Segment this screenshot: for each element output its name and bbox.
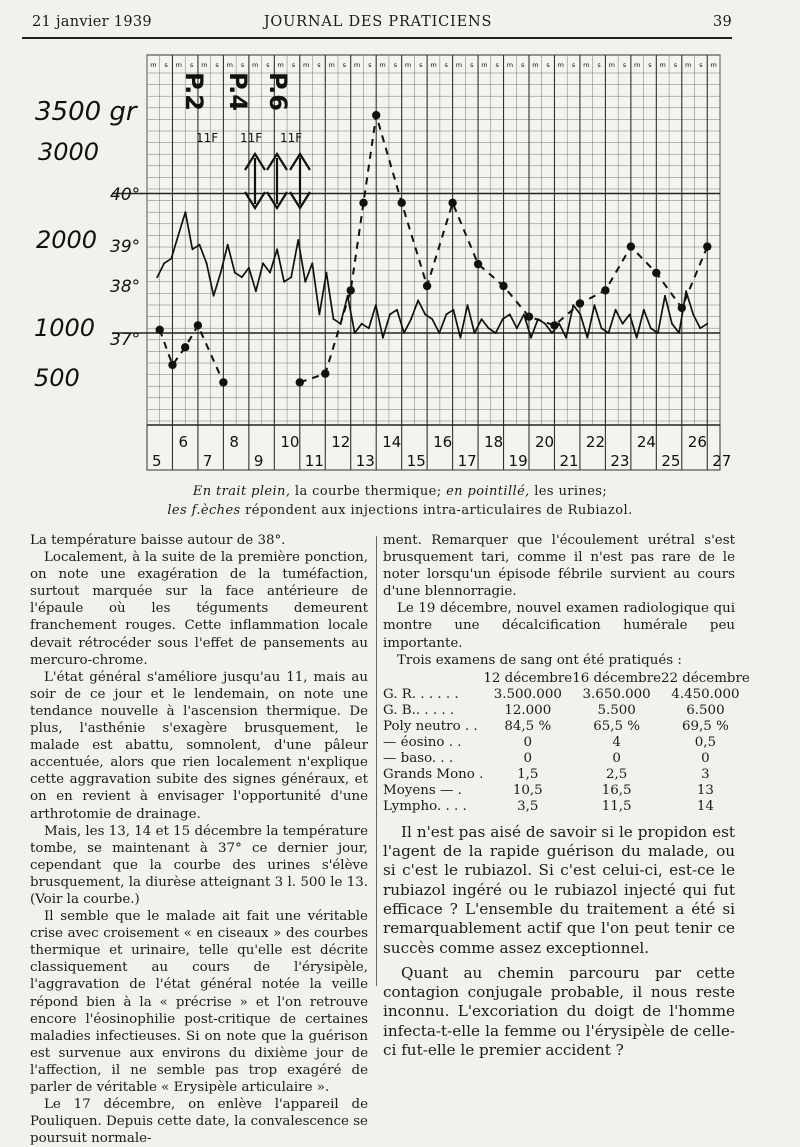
temperature-point bbox=[304, 281, 306, 283]
ms-label: s bbox=[699, 61, 703, 69]
table-row bbox=[383, 735, 750, 751]
ms-label: s bbox=[597, 61, 601, 69]
temperature-point bbox=[368, 327, 370, 329]
day-label: 21 bbox=[559, 452, 579, 470]
table-cell: 4 bbox=[612, 734, 621, 750]
temperature-point bbox=[269, 272, 271, 274]
ms-label: s bbox=[546, 61, 550, 69]
urine-point bbox=[219, 378, 227, 386]
table-row bbox=[383, 767, 750, 783]
temperature-point bbox=[594, 304, 596, 306]
ms-label: m bbox=[175, 61, 183, 69]
ms-label: m bbox=[404, 61, 412, 69]
table-row bbox=[383, 703, 750, 719]
ms-label: m bbox=[252, 61, 259, 69]
temperature-point bbox=[389, 314, 391, 316]
ms-label: m bbox=[557, 61, 565, 69]
day-label: 19 bbox=[508, 452, 528, 470]
temperature-point bbox=[234, 272, 236, 274]
temperature-point bbox=[579, 314, 581, 316]
day-label: 6 bbox=[178, 433, 189, 451]
paragraph: Le 17 décembre, on enlève l'appareil de Pouliquen. Depuis cette date, la convalescence se poursuit normale- bbox=[30, 1097, 368, 1147]
urine-scale-label: 500 bbox=[34, 364, 80, 392]
urine-scale-label: 3500 gr bbox=[35, 97, 137, 127]
temperature-point bbox=[474, 332, 476, 334]
temperature-point bbox=[333, 318, 335, 320]
urine-point bbox=[194, 321, 202, 329]
column-divider bbox=[376, 536, 377, 986]
temperature-point bbox=[453, 309, 455, 311]
temperature-point bbox=[523, 314, 525, 316]
table-cell: — éosino . . bbox=[383, 734, 462, 750]
temp-scale-label: 40° bbox=[110, 185, 141, 205]
table-cell: G. B.. . . . . bbox=[383, 702, 455, 718]
urine-point bbox=[550, 321, 558, 329]
urine-point bbox=[347, 286, 355, 294]
table-cell: 16 décembre bbox=[572, 670, 662, 686]
temperature-point bbox=[502, 318, 504, 320]
temperature-point bbox=[311, 262, 313, 264]
day-label: 18 bbox=[484, 433, 504, 451]
caption-part: en pointillé, bbox=[446, 484, 530, 499]
temp-scale-label: 39° bbox=[110, 237, 141, 257]
caption-part: la courbe thermique; bbox=[290, 484, 447, 499]
injection-dose-label: 11F bbox=[196, 131, 219, 145]
table-cell: 1,5 bbox=[517, 766, 539, 782]
ms-label: s bbox=[368, 61, 372, 69]
table-cell: Moyens — . bbox=[383, 782, 462, 798]
table-row bbox=[383, 751, 750, 767]
table-cell: 11,5 bbox=[601, 798, 632, 814]
ms-label: s bbox=[571, 61, 576, 69]
day-label: 13 bbox=[355, 452, 375, 470]
temperature-point bbox=[403, 332, 405, 334]
urine-point bbox=[474, 260, 482, 268]
table-cell: 3.500.000 bbox=[493, 686, 562, 702]
urine-point bbox=[703, 242, 711, 250]
temperature-point bbox=[657, 332, 659, 334]
urine-point bbox=[652, 269, 660, 277]
page-number: 39 bbox=[712, 14, 732, 30]
ms-label: m bbox=[634, 61, 641, 69]
temperature-point bbox=[516, 327, 518, 329]
temperature-point bbox=[544, 323, 546, 325]
temperature-point bbox=[241, 276, 243, 278]
ms-label: s bbox=[495, 61, 499, 69]
ms-label: m bbox=[684, 61, 692, 69]
urine-scale-label: 2000 bbox=[36, 226, 98, 254]
temperature-point bbox=[558, 323, 560, 325]
temperature-point bbox=[615, 309, 617, 311]
day-label: 10 bbox=[280, 433, 300, 451]
temperature-urine-chart bbox=[0, 0, 800, 480]
temperature-point bbox=[297, 239, 299, 241]
ms-label: m bbox=[302, 61, 310, 69]
urine-point bbox=[168, 361, 176, 369]
day-label: 27 bbox=[712, 452, 732, 470]
urine-scale-label: 3000 bbox=[38, 138, 100, 166]
temperature-point bbox=[382, 337, 384, 339]
urine-point bbox=[601, 286, 609, 294]
table-cell: Grands Mono . bbox=[383, 766, 484, 782]
temperature-point bbox=[199, 244, 201, 246]
ms-label: m bbox=[659, 61, 666, 69]
temperature-point bbox=[283, 281, 285, 283]
day-label: 23 bbox=[610, 452, 630, 470]
temperature-point bbox=[608, 332, 610, 334]
journal-title: JOURNAL DES PRATICIENS bbox=[263, 14, 493, 30]
table-cell: Lympho. . . . bbox=[383, 798, 467, 814]
ms-label: m bbox=[710, 61, 717, 69]
ms-label: s bbox=[266, 61, 270, 69]
table-cell: 12.000 bbox=[504, 702, 552, 718]
urine-scale-label: 1000 bbox=[34, 314, 96, 342]
caption-part: les urines; bbox=[529, 484, 608, 499]
temperature-point bbox=[438, 332, 440, 334]
temp-scale-label: 38° bbox=[110, 277, 141, 297]
temperature-point bbox=[565, 337, 567, 339]
temperature-point bbox=[290, 276, 292, 278]
temperature-point bbox=[276, 248, 278, 250]
ms-label: s bbox=[648, 61, 652, 69]
urine-point bbox=[576, 299, 584, 307]
paragraph: L'état général s'améliore jusqu'au 11, mais au soir de ce jour et le lendemain, on note une tendance nouvelle à l'ascension thermique. De plus, l'asthénie s'exagère brusquement, le malade est abattu, somnolent, d'une pâleur accentuée, alors que rien localement n'explique cette aggravation subite des signes généraux, et on en revient à envisager l'opportunité d'une arthrotomie de drainage. bbox=[30, 669, 368, 822]
ms-label: m bbox=[379, 61, 386, 69]
temperature-point bbox=[622, 323, 624, 325]
day-label: 8 bbox=[229, 433, 239, 451]
urine-point bbox=[499, 282, 507, 290]
paragraph: ment. Remarquer que l'écoulement urétral s'est brusquement tari, comme il n'est pas rare de le noter lorsqu'un épisode fébrile survient au cours d'une blennorragie. bbox=[383, 533, 735, 600]
table-cell: 84,5 % bbox=[504, 718, 552, 734]
table-cell: 4.450.000 bbox=[671, 686, 740, 702]
left-column bbox=[30, 532, 368, 1147]
ms-label: m bbox=[583, 61, 590, 69]
table-cell: 12 décembre bbox=[483, 670, 573, 686]
temperature-point bbox=[685, 290, 687, 292]
caption-part: les f.èches bbox=[167, 503, 241, 518]
day-label: 11 bbox=[304, 452, 324, 470]
table-cell: 3.650.000 bbox=[582, 686, 651, 702]
paragraph: Localement, à la suite de la première ponction, on note une exagération de la tuméfaction, surtout marquée sur la face antérieure de l'épaule où les téguments demeurent franchement rouges. Cette inflammation locale devait rétrocéder sous l'effet de pansements au mercuro-chrome. bbox=[30, 550, 368, 668]
ms-label: s bbox=[444, 61, 448, 69]
header-date: 21 janvier 1939 bbox=[32, 14, 152, 30]
temperature-point bbox=[227, 244, 229, 246]
caption-part: répondent aux injections intra-articulaires de Rubiazol. bbox=[240, 503, 633, 518]
table-row bbox=[383, 719, 750, 735]
temperature-point bbox=[396, 309, 398, 311]
temperature-point bbox=[551, 332, 553, 334]
temperature-point bbox=[445, 314, 447, 316]
temperature-point bbox=[319, 314, 321, 316]
table-cell: — baso. . . bbox=[383, 750, 454, 766]
temperature-point bbox=[255, 290, 257, 292]
table-cell: 13 bbox=[696, 782, 714, 798]
urine-point bbox=[156, 326, 164, 334]
ms-label: s bbox=[317, 61, 321, 69]
urine-point bbox=[181, 343, 189, 351]
paragraph: La température baisse autour de 38°. bbox=[30, 533, 286, 548]
table-cell: 0,5 bbox=[694, 734, 717, 750]
paragraph: Quant au chemin parcouru par cette contagion conjugale probable, il nous reste inconnu. L'excoriation du doigt de l'homme infecta-t-elle la femme ou l'érysipèle de celle-ci fut-elle le premier accident ? bbox=[383, 963, 735, 1060]
urine-point bbox=[296, 378, 304, 386]
table-cell: 0 bbox=[701, 750, 710, 766]
urine-point bbox=[423, 282, 431, 290]
temperature-point bbox=[220, 272, 222, 274]
temperature-point bbox=[467, 304, 469, 306]
table-cell: 14 bbox=[696, 798, 714, 814]
ms-label: s bbox=[393, 61, 397, 69]
paragraph: Le 19 décembre, nouvel examen radiologique qui montre une décalcification humérale peu importante. bbox=[383, 601, 735, 651]
ms-label: m bbox=[201, 61, 208, 69]
temperature-point bbox=[248, 267, 250, 269]
injection-label: P.6 bbox=[264, 72, 292, 111]
urine-point bbox=[372, 111, 380, 119]
table-cell: 10,5 bbox=[512, 782, 543, 798]
day-label: 16 bbox=[433, 433, 453, 451]
ms-label: s bbox=[189, 61, 194, 69]
injection-dose-label: 11F bbox=[280, 131, 303, 145]
day-label: 17 bbox=[457, 452, 477, 470]
day-label: 22 bbox=[585, 433, 606, 451]
temperature-point bbox=[488, 327, 490, 329]
temperature-point bbox=[192, 248, 194, 250]
caption-part: En trait plein, bbox=[192, 484, 291, 499]
temperature-point bbox=[262, 262, 264, 264]
temperature-point bbox=[417, 300, 419, 302]
ms-label: m bbox=[532, 61, 539, 69]
temperature-point bbox=[460, 337, 462, 339]
ms-label: m bbox=[506, 61, 514, 69]
table-cell: 5.500 bbox=[597, 702, 636, 718]
temp-scale-label: 37° bbox=[110, 330, 141, 350]
temperature-point bbox=[177, 234, 179, 236]
table-row bbox=[383, 687, 750, 703]
table-cell: 0 bbox=[523, 750, 533, 766]
temperature-point bbox=[601, 327, 603, 329]
temperature-point bbox=[692, 314, 694, 316]
ms-label: s bbox=[342, 61, 347, 69]
temperature-point bbox=[361, 323, 363, 325]
temperature-point bbox=[326, 272, 328, 274]
temperature-point bbox=[636, 337, 638, 339]
temperature-point bbox=[206, 262, 208, 264]
injection-label: P.2 bbox=[180, 72, 208, 111]
temperature-point bbox=[671, 323, 673, 325]
day-label: 9 bbox=[253, 452, 264, 470]
temperature-point bbox=[410, 318, 412, 320]
temperature-point bbox=[375, 304, 377, 306]
ms-label: s bbox=[673, 61, 678, 69]
temperature-point bbox=[481, 318, 483, 320]
day-label: 5 bbox=[152, 452, 162, 470]
ms-label: m bbox=[277, 61, 284, 69]
day-label: 7 bbox=[202, 452, 213, 470]
paragraph: Il n'est pas aisé de savoir si le propidon est l'agent de la rapide guérison du malade, ou si c'est le rubiazol. Si c'est celui-ci, est-ce le rubiazol ingéré ou le rubiazol injecté qui fut efficace ? L'ensemble du traitement a été si remarquablement actif que l'on peut tenir ce succès comme assez exceptionnel. bbox=[383, 822, 735, 957]
ms-label: m bbox=[608, 61, 615, 69]
temperature-point bbox=[163, 262, 165, 264]
urine-point bbox=[448, 199, 456, 207]
temperature-point bbox=[572, 304, 574, 306]
paragraph: Il semble que le malade ait fait une véritable crise avec croisement « en ciseaux » des courbes thermique et urinaire, telle qu'elle est décrite classiquement au cours de l'érysipèle, l'aggravation de l'état général notée la veille répond bien à la « précrise » et l'on retrouve encore l'éosinophilie post-critique de certaines maladies infectieuses. Si on note que la guérison est survenue aux environs du dixième jour de l'affection, il ne semble pas trop exagéré de parler de véritable « Erysipèle articulaire ». bbox=[30, 909, 368, 1095]
urine-point bbox=[678, 304, 686, 312]
temperature-point bbox=[170, 258, 172, 260]
table-cell: 6.500 bbox=[686, 702, 725, 718]
temperature-point bbox=[699, 327, 701, 329]
urine-point bbox=[359, 199, 367, 207]
table-row bbox=[383, 783, 750, 799]
table-header-row bbox=[383, 671, 750, 687]
day-label: 26 bbox=[687, 433, 707, 451]
table-cell: 69,5 % bbox=[682, 718, 729, 734]
temperature-point bbox=[664, 295, 666, 297]
injection-dose-label: 11F bbox=[240, 131, 263, 145]
day-label: 15 bbox=[406, 452, 426, 470]
ms-label: m bbox=[455, 61, 463, 69]
ms-label: s bbox=[622, 61, 627, 69]
ms-label: m bbox=[481, 61, 488, 69]
urine-point bbox=[398, 199, 406, 207]
ms-label: m bbox=[353, 61, 361, 69]
injection-label: P.4 bbox=[224, 72, 252, 111]
temperature-point bbox=[678, 332, 680, 334]
temperature-point bbox=[650, 327, 652, 329]
ms-label: s bbox=[164, 61, 168, 69]
urine-point bbox=[525, 313, 533, 321]
ms-label: s bbox=[520, 61, 525, 69]
temperature-point bbox=[509, 314, 511, 316]
ms-label: s bbox=[419, 61, 423, 69]
table-cell: 2,5 bbox=[605, 766, 628, 782]
ms-label: s bbox=[240, 61, 245, 69]
table-cell: 0 bbox=[523, 734, 533, 750]
blood-exam-table bbox=[383, 671, 750, 815]
table-cell: 3,5 bbox=[517, 798, 539, 814]
day-label: 12 bbox=[331, 433, 351, 451]
ms-label: m bbox=[328, 61, 335, 69]
temperature-point bbox=[354, 332, 356, 334]
right-column bbox=[383, 532, 750, 1060]
temperature-point bbox=[629, 314, 631, 316]
ms-label: s bbox=[470, 61, 474, 69]
temperature-point bbox=[213, 295, 215, 297]
paragraph: Mais, les 13, 14 et 15 décembre la température tombe, se maintenant à 37° ce dernier jour, cependant que la courbe des urines s'élève brusquement, la diurèse atteignant 3 l. 500 le 13. (Voir la courbe.) bbox=[30, 823, 368, 907]
table-cell: 16,5 bbox=[601, 782, 632, 798]
temperature-point bbox=[530, 337, 532, 339]
temperature-point bbox=[185, 211, 187, 213]
temperature-point bbox=[587, 337, 589, 339]
table-cell: Poly neutro . . bbox=[383, 718, 478, 734]
ms-label: m bbox=[150, 61, 157, 69]
day-label: 24 bbox=[636, 433, 656, 451]
table-cell: 65,5 % bbox=[593, 718, 640, 734]
temperature-point bbox=[643, 309, 645, 311]
ms-label: s bbox=[215, 61, 219, 69]
paragraph: Trois examens de sang ont été pratiqués : bbox=[397, 652, 682, 668]
ms-label: s bbox=[291, 61, 296, 69]
day-label: 25 bbox=[661, 452, 681, 470]
table-cell bbox=[383, 671, 483, 687]
temperature-point bbox=[495, 332, 497, 334]
temperature-point bbox=[156, 276, 158, 278]
day-label: 14 bbox=[382, 433, 402, 451]
temperature-point bbox=[431, 318, 433, 320]
ms-label: m bbox=[430, 61, 437, 69]
table-cell: G. R. . . . . . bbox=[383, 686, 459, 702]
urine-point bbox=[321, 369, 329, 377]
ms-label: m bbox=[226, 61, 233, 69]
temperature-point bbox=[706, 323, 708, 325]
table-cell: 0 bbox=[612, 750, 621, 766]
temperature-point bbox=[424, 314, 426, 316]
urine-point bbox=[627, 242, 635, 250]
table-cell: 3 bbox=[701, 766, 710, 782]
table-cell: 22 décembre bbox=[661, 670, 750, 686]
chart-caption bbox=[140, 482, 660, 520]
day-label: 20 bbox=[535, 433, 555, 451]
table-row bbox=[383, 799, 750, 815]
